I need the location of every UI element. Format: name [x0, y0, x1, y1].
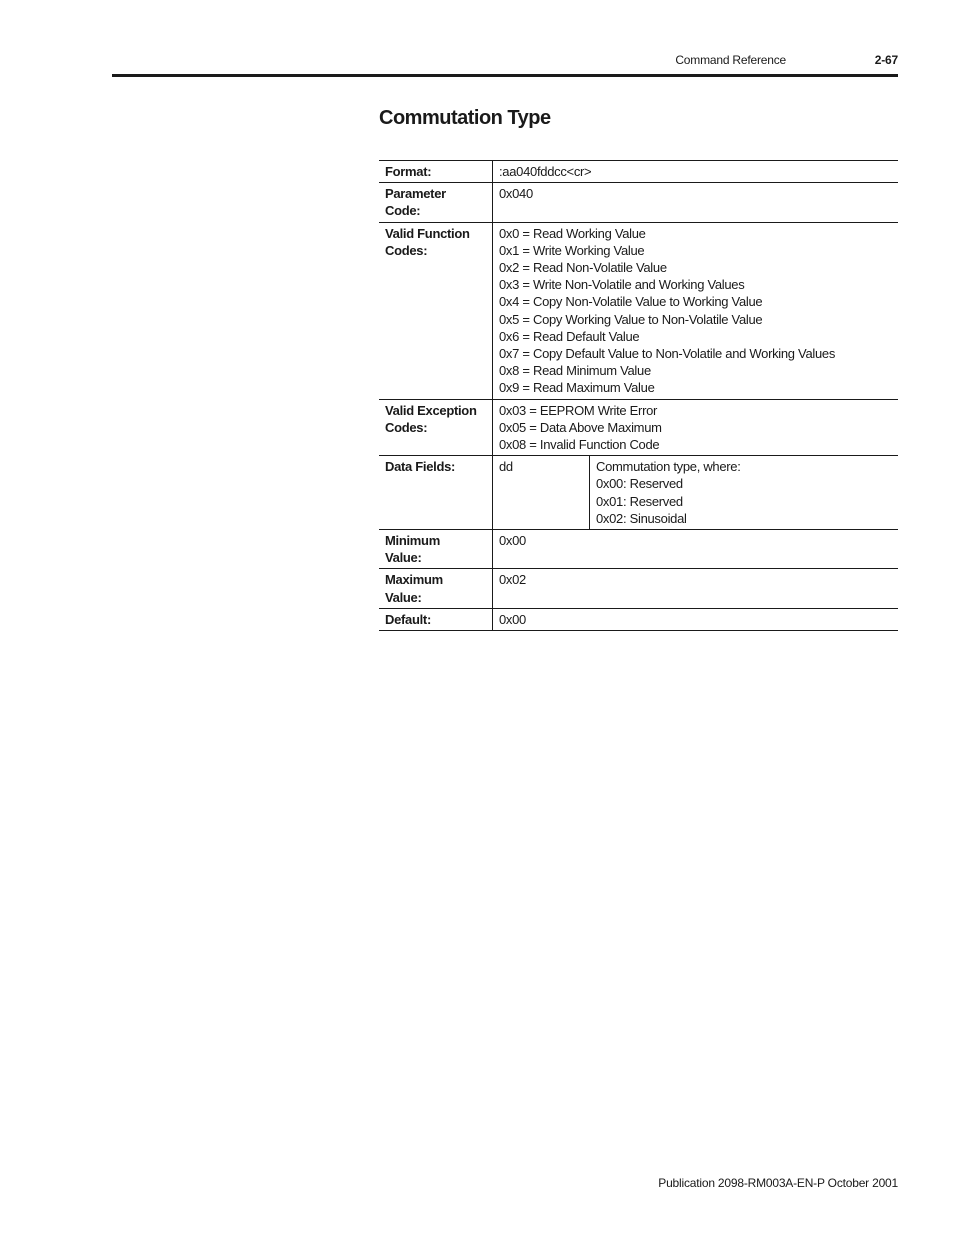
publication-footer: Publication 2098-RM003A-EN-P October 2001 — [658, 1176, 898, 1190]
row-format — [379, 161, 898, 183]
valid-function-codes-label-line: Codes: — [385, 242, 428, 258]
header-page-number: 2-67 — [874, 53, 898, 67]
function-code-item: 0x2 = Read Non-Volatile Value — [499, 260, 667, 276]
minimum-value-label-line: Minimum — [385, 533, 440, 549]
function-code-item: 0x9 = Read Maximum Value — [499, 380, 655, 396]
command-table — [379, 160, 898, 631]
data-field-name: dd — [493, 456, 590, 530]
function-code-item: 0x1 = Write Working Value — [499, 242, 645, 258]
data-field-description-line: Commutation type, where: — [596, 459, 741, 475]
page-title: Commutation Type — [379, 107, 551, 129]
exception-code-item: 0x05 = Data Above Maximum — [499, 419, 662, 435]
default-label: Default: — [379, 608, 493, 630]
data-fields-label: Data Fields: — [379, 456, 493, 530]
function-code-item: 0x4 = Copy Non-Volatile Value to Working Value — [499, 294, 763, 310]
valid-exception-codes-label-line: Valid Exception — [385, 402, 477, 418]
default-value: 0x00 — [493, 608, 899, 630]
valid-exception-codes-list — [493, 399, 899, 456]
data-field-description-line: 0x01: Reserved — [596, 493, 683, 509]
format-label: Format: — [379, 161, 493, 183]
maximum-value-label-line: Maximum — [385, 572, 443, 588]
header-rule — [112, 74, 898, 77]
function-code-item: 0x6 = Read Default Value — [499, 328, 640, 344]
minimum-value-label — [379, 530, 493, 569]
row-data-fields — [379, 456, 898, 530]
row-minimum-value — [379, 530, 898, 569]
row-valid-exception-codes — [379, 399, 898, 456]
data-field-description — [590, 456, 899, 530]
parameter-code-label — [379, 183, 493, 222]
minimum-value-label-line: Value: — [385, 550, 422, 566]
exception-code-item: 0x03 = EEPROM Write Error — [499, 402, 658, 418]
valid-exception-codes-label — [379, 399, 493, 456]
valid-function-codes-label — [379, 222, 493, 399]
row-maximum-value — [379, 569, 898, 608]
parameter-code-label-line: Parameter — [385, 186, 446, 202]
running-header — [112, 50, 898, 70]
function-code-item: 0x7 = Copy Default Value to Non-Volatile and Working Values — [499, 346, 836, 362]
row-parameter-code — [379, 183, 898, 222]
format-value: :aa040fddcc<cr> — [493, 161, 899, 183]
exception-code-item: 0x08 = Invalid Function Code — [499, 437, 660, 453]
maximum-value-label — [379, 569, 493, 608]
data-field-description-line: 0x00: Reserved — [596, 476, 683, 492]
valid-exception-codes-label-line: Codes: — [385, 419, 428, 435]
function-code-item: 0x8 = Read Minimum Value — [499, 363, 651, 379]
function-code-item: 0x5 = Copy Working Value to Non-Volatile Value — [499, 311, 763, 327]
row-default — [379, 608, 898, 630]
parameter-code-label-line: Code: — [385, 203, 421, 219]
maximum-value-label-line: Value: — [385, 589, 422, 605]
maximum-value: 0x02 — [493, 569, 899, 608]
valid-function-codes-label-line: Valid Function — [385, 225, 470, 241]
minimum-value: 0x00 — [493, 530, 899, 569]
data-field-description-line: 0x02: Sinusoidal — [596, 510, 687, 526]
function-code-item: 0x0 = Read Working Value — [499, 225, 646, 241]
row-valid-function-codes — [379, 222, 898, 399]
valid-function-codes-list — [493, 222, 899, 399]
parameter-code-value: 0x040 — [493, 183, 899, 222]
header-section-name: Command Reference — [675, 53, 786, 67]
function-code-item: 0x3 = Write Non-Volatile and Working Values — [499, 277, 745, 293]
